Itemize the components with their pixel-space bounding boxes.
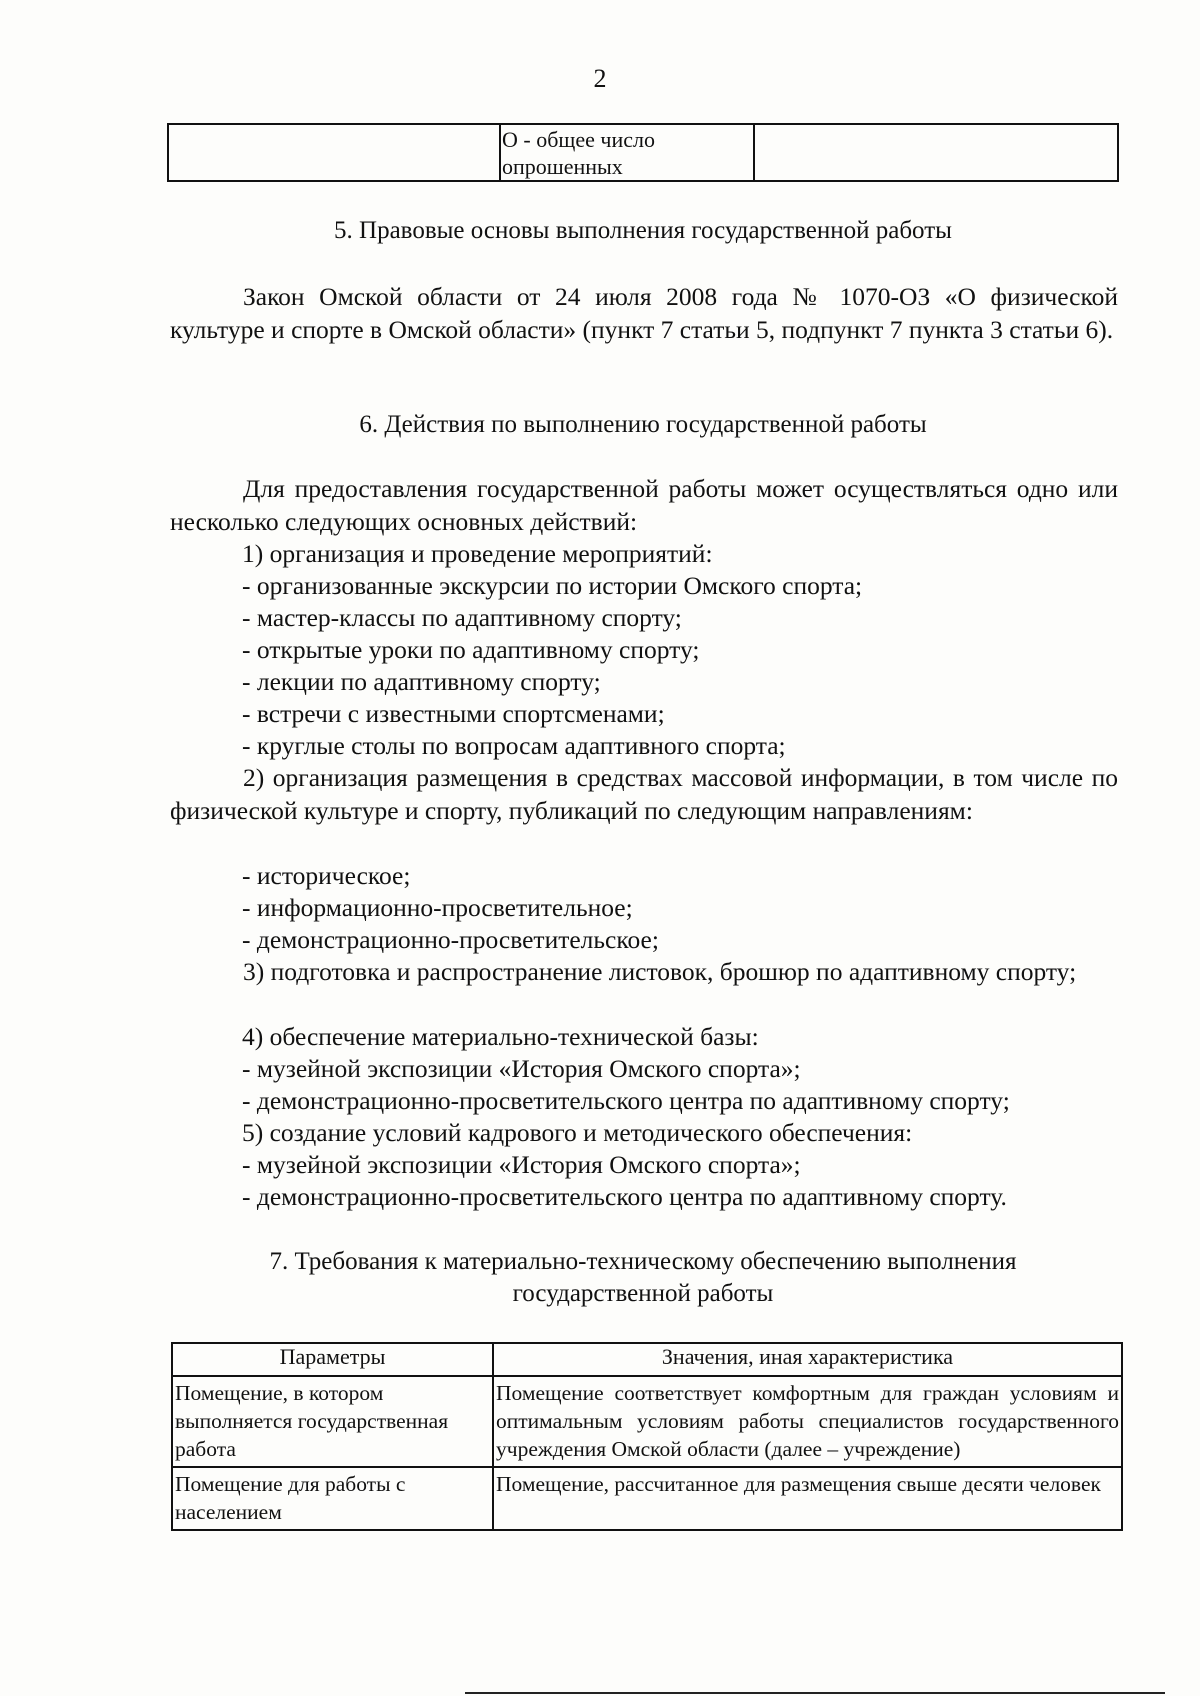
section-7-heading-line-1: 7. Требования к материально-техническому обеспечению выполнения <box>269 1248 1017 1275</box>
list-item: 4) обеспечение материально-технической базы: <box>242 1022 759 1051</box>
table-cell: Помещение соответствует комфортным для граждан условиям и оптимальным условиям работы специалистов государственного учреждения Омской области (далее – учреждение) <box>493 1376 1122 1467</box>
list-item: 3) подготовка и распространение листовок, брошюр по адаптивному спорту; <box>243 957 1077 986</box>
list-item: - открытые уроки по адаптивному спорту; <box>242 635 700 664</box>
list-item: - музейной экспозиции «История Омского спорта»; <box>242 1054 801 1083</box>
table-cell: О - общее число опрошенных <box>500 124 754 181</box>
list-item: 5) создание условий кадрового и методического обеспечения: <box>242 1118 913 1147</box>
continued-table <box>167 123 1119 182</box>
list-item: - демонстрационно-просветительского центра по адаптивному спорту. <box>242 1182 1007 1211</box>
table-row <box>168 124 1118 181</box>
table-cell: Помещение, в котором выполняется государственная работа <box>172 1376 493 1467</box>
table-cell: Помещение, рассчитанное для размещения свыше десяти человек <box>493 1467 1122 1530</box>
section-5-heading: 5. Правовые основы выполнения государственной работы <box>334 217 952 244</box>
table-header-row <box>172 1343 1122 1376</box>
list-item: 2) организация размещения в средствах массовой информации, в том числе по физической культуре и спорту, публикаций по следующим направлениям: <box>170 763 1118 825</box>
list-item: - мастер-классы по адаптивному спорту; <box>242 603 682 632</box>
table-cell <box>754 124 1118 181</box>
list-item: - музейной экспозиции «История Омского спорта»; <box>242 1150 801 1179</box>
section-5-text: Закон Омской области от 24 июля 2008 года № 1070-ОЗ «О физической культуре и спорте в Омской области» (пункт 7 статьи 5, подпункт 7 пункта 3 статьи 6). <box>170 282 1118 344</box>
list-item: - демонстрационно-просветительского центра по адаптивному спорту; <box>242 1086 1010 1115</box>
section-7-heading-line-2: государственной работы <box>512 1280 774 1307</box>
table-cell: Помещение для работы с населением <box>172 1467 493 1530</box>
section-6-intro: Для предоставления государственной работы может осуществляться одно или несколько следующих основных действий: <box>170 474 1118 536</box>
list-item: - лекции по адаптивному спорту; <box>242 667 601 696</box>
requirements-table <box>171 1342 1123 1531</box>
list-item: 1) организация и проведение мероприятий: <box>242 539 713 568</box>
page-number: 2 <box>593 64 607 93</box>
list-item: - организованные экскурсии по истории Омского спорта; <box>242 571 863 600</box>
table-cell <box>168 124 500 181</box>
list-item: - информационно-просветительное; <box>242 893 633 922</box>
table-row <box>172 1376 1122 1467</box>
list-item: - круглые столы по вопросам адаптивного спорта; <box>242 731 786 760</box>
column-header-parameters: Параметры <box>172 1343 493 1376</box>
list-item: - демонстрационно-просветительское; <box>242 925 659 954</box>
table-row <box>172 1467 1122 1530</box>
list-item: - встречи с известными спортсменами; <box>242 699 665 728</box>
scan-edge-line <box>465 1692 1165 1694</box>
section-6-heading: 6. Действия по выполнению государственной работы <box>359 411 927 438</box>
column-header-values: Значения, иная характеристика <box>493 1343 1122 1376</box>
list-item: - историческое; <box>242 861 411 890</box>
